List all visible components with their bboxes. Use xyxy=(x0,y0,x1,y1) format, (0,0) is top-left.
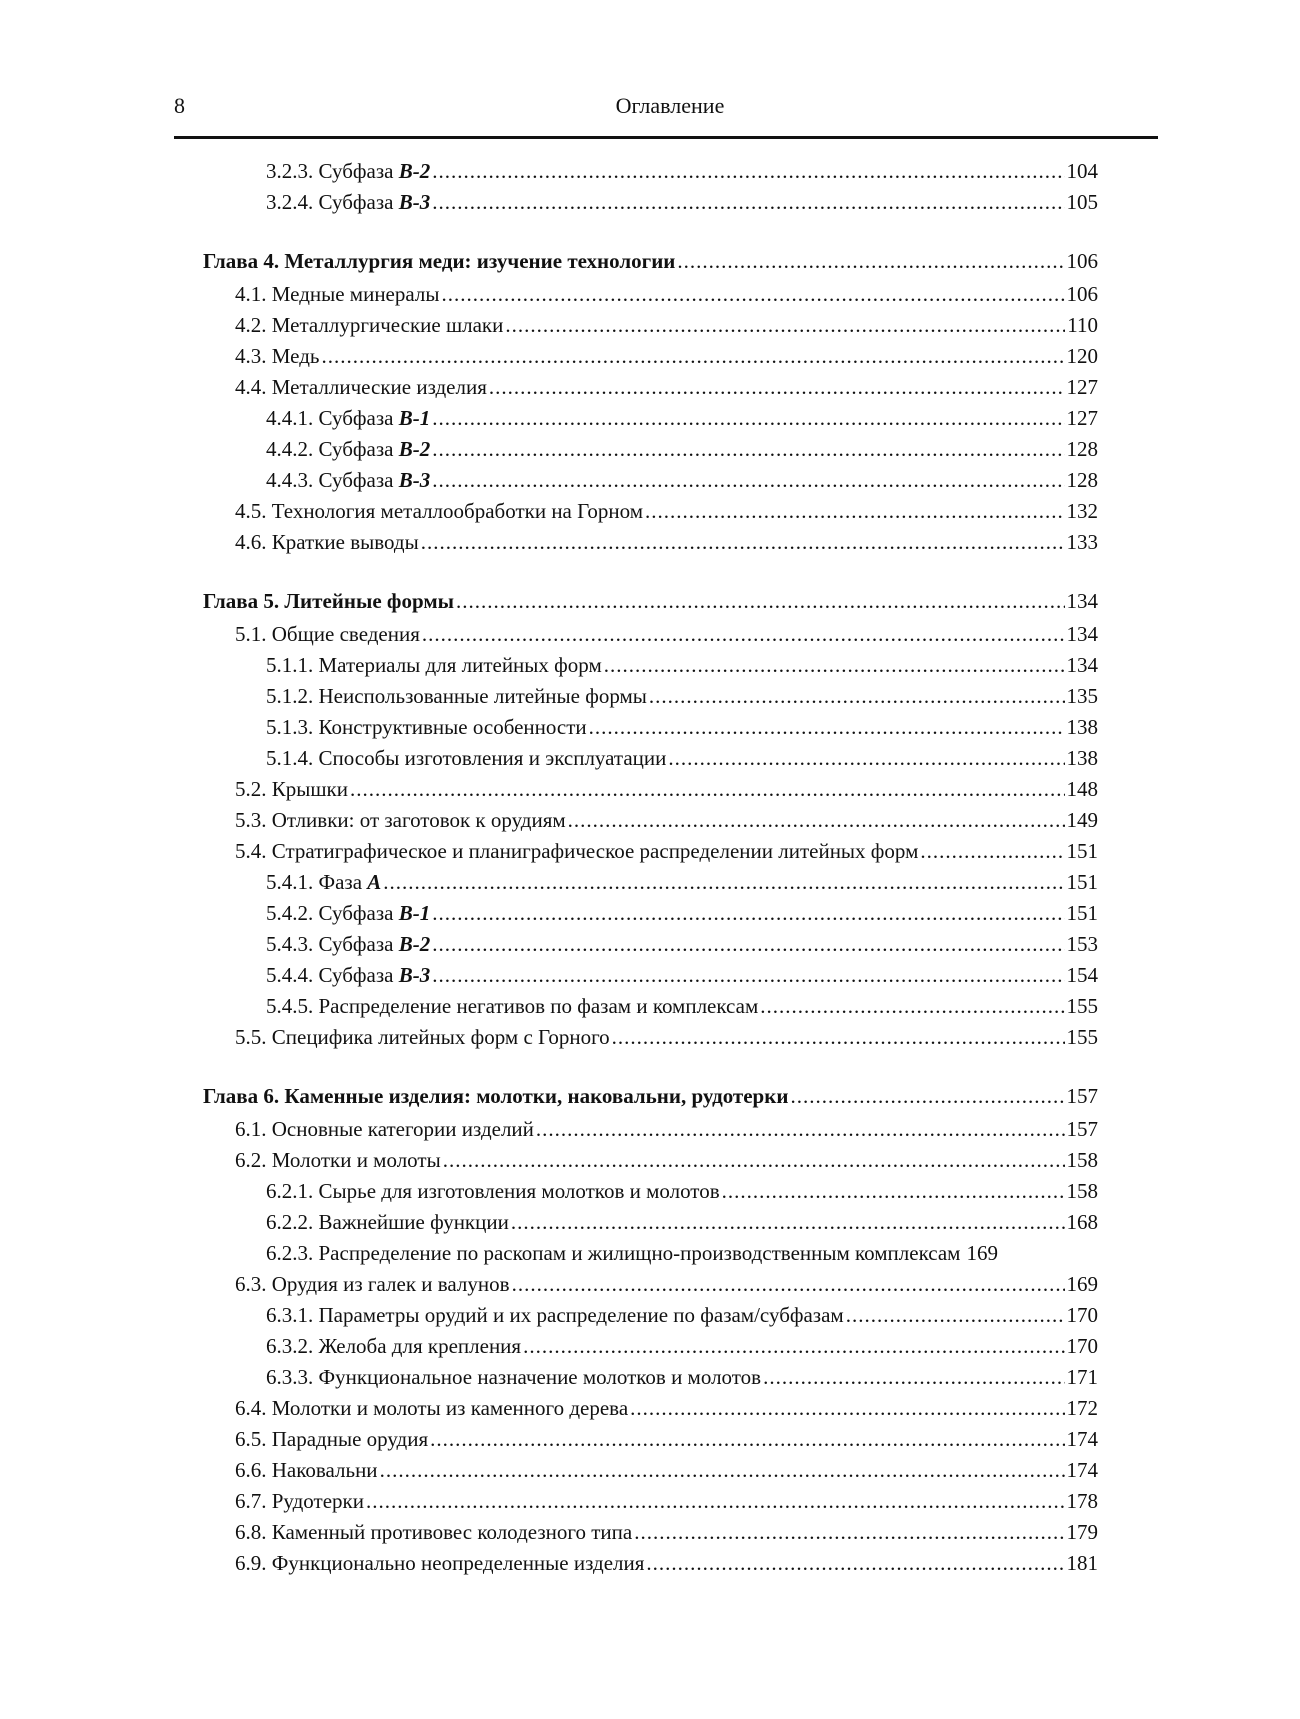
toc-leader-dots xyxy=(722,1176,1065,1207)
toc-leader-dots xyxy=(649,681,1065,712)
toc-leader-dots xyxy=(790,1079,1064,1114)
toc-entry-text: Специфика литейных форм с Горного xyxy=(271,1025,610,1049)
toc-entry-title xyxy=(235,1114,534,1145)
toc-entry-number: 5.2. xyxy=(235,777,267,801)
toc-page-number: 132 xyxy=(1066,499,1098,523)
toc-entry-number: 5.3. xyxy=(235,808,267,832)
toc-entry-title xyxy=(266,960,430,991)
toc-entry-phase-label: B-3 xyxy=(398,963,431,987)
toc-leader-dots xyxy=(430,1424,1064,1455)
toc-section-entry[interactable] xyxy=(0,1424,1300,1455)
toc-page-number: 158 xyxy=(1066,1179,1098,1203)
toc-entry-title xyxy=(235,1424,428,1455)
toc-page-number: 171 xyxy=(1066,1365,1098,1389)
toc-entry-number: Глава 5. xyxy=(203,589,280,613)
toc-leader-dots xyxy=(366,1486,1065,1517)
toc-page-number: 170 xyxy=(1066,1303,1098,1327)
toc-entry-number: 5.4. xyxy=(235,839,267,863)
toc-leader-dots xyxy=(645,496,1064,527)
toc-leader-dots xyxy=(505,310,1065,341)
toc-leader-dots xyxy=(634,1517,1064,1548)
toc-page-number: 178 xyxy=(1066,1489,1098,1513)
header-rule xyxy=(174,136,1158,139)
toc-page-number: 170 xyxy=(1066,1334,1098,1358)
toc-entry-phase-label: B-2 xyxy=(398,437,431,461)
toc-page-number: 104 xyxy=(1066,159,1098,183)
toc-leader-dots xyxy=(512,1269,1065,1300)
toc-entry-text: Орудия из галек и валунов xyxy=(271,1272,510,1296)
toc-entry-title xyxy=(235,836,918,867)
toc-subsection-entry[interactable] xyxy=(0,1207,1300,1238)
toc-entry-title xyxy=(266,1207,509,1238)
toc-entry-title xyxy=(266,156,430,187)
toc-entry-title xyxy=(235,619,420,650)
toc-leader-dots xyxy=(630,1393,1064,1424)
toc-entry-text: Молотки и молоты xyxy=(271,1148,441,1172)
toc-section-entry[interactable] xyxy=(0,1145,1300,1176)
toc-entry-title xyxy=(266,929,430,960)
toc-page-number: 158 xyxy=(1066,1148,1098,1172)
toc-entry-text: Сырье для изготовления молотков и молотов xyxy=(318,1179,720,1203)
toc-page-number: 179 xyxy=(1066,1520,1098,1544)
toc-section-entry[interactable] xyxy=(0,341,1300,372)
toc-entry-title xyxy=(235,1548,644,1579)
toc-entry-number: 4.2. xyxy=(235,313,267,337)
toc-subsection-entry[interactable] xyxy=(0,1362,1300,1393)
toc-entry-text: Медные минералы xyxy=(271,282,440,306)
toc-entry-text: Металлургические шлаки xyxy=(271,313,504,337)
toc-leader-dots xyxy=(443,1145,1065,1176)
toc-entry-title xyxy=(266,650,602,681)
toc-page-number: 169 xyxy=(966,1241,998,1265)
toc-entry-number: 6.3.1. xyxy=(266,1303,314,1327)
toc-section-entry[interactable] xyxy=(0,1517,1300,1548)
toc-section-entry[interactable] xyxy=(0,1455,1300,1486)
toc-entry-title xyxy=(235,1145,441,1176)
toc-entry-number: 6.2.1. xyxy=(266,1179,314,1203)
toc-page-number: 174 xyxy=(1066,1427,1098,1451)
toc-page-number: 138 xyxy=(1066,746,1098,770)
toc-entry-number: 5.4.4. xyxy=(266,963,314,987)
toc-entry-title xyxy=(235,1517,632,1548)
toc-entry-phase-label: A xyxy=(367,870,382,894)
toc-subsection-entry[interactable] xyxy=(0,156,1300,187)
toc-entry-number: 6.2.2. xyxy=(266,1210,314,1234)
toc-entry-number: 6.9. xyxy=(235,1551,267,1575)
toc-entry-title xyxy=(235,341,319,372)
toc-section-entry[interactable] xyxy=(0,805,1300,836)
toc-entry-title xyxy=(203,244,675,279)
toc-section-entry[interactable] xyxy=(0,774,1300,805)
toc-subsection-entry[interactable] xyxy=(0,1176,1300,1207)
toc-entry-text: Субфаза xyxy=(318,159,394,183)
toc-entry-title xyxy=(266,681,647,712)
toc-section-entry[interactable] xyxy=(0,1486,1300,1517)
toc-entry-title xyxy=(266,898,430,929)
toc-subsection-entry[interactable] xyxy=(0,960,1300,991)
toc-entry-number: 3.2.3. xyxy=(266,159,314,183)
toc-entry-title xyxy=(266,1362,761,1393)
toc-subsection-entry[interactable] xyxy=(0,1238,1300,1269)
toc-entry-title xyxy=(266,991,758,1022)
toc-page-number: 134 xyxy=(1066,589,1098,613)
toc-leader-dots xyxy=(668,743,1064,774)
toc-entry-number: 5.4.1. xyxy=(266,870,314,894)
toc-entry-title xyxy=(266,1238,960,1269)
toc-section-entry[interactable] xyxy=(0,619,1300,650)
toc-subsection-entry[interactable] xyxy=(0,743,1300,774)
toc-gap xyxy=(0,218,1300,244)
toc-page-number: 106 xyxy=(1066,249,1098,273)
toc-leader-dots xyxy=(763,1362,1064,1393)
toc-entry-number: 4.6. xyxy=(235,530,267,554)
toc-entry-number: 5.1.2. xyxy=(266,684,314,708)
toc-subsection-entry[interactable] xyxy=(0,1300,1300,1331)
toc-leader-dots xyxy=(441,279,1064,310)
toc-entry-number: 4.4.1. xyxy=(266,406,314,430)
toc-page-number: 151 xyxy=(1066,839,1098,863)
toc-entry-number: 6.1. xyxy=(235,1117,267,1141)
toc-entry-text: Рудотерки xyxy=(271,1489,364,1513)
toc-entry-text: Субфаза xyxy=(318,406,394,430)
toc-leader-dots xyxy=(760,991,1064,1022)
toc-entry-text: Каменные изделия: молотки, наковальни, рудотерки xyxy=(284,1084,789,1108)
toc-page-number: 151 xyxy=(1066,901,1098,925)
toc-page-number: 128 xyxy=(1066,468,1098,492)
toc-subsection-entry[interactable] xyxy=(0,898,1300,929)
toc-subsection-entry[interactable] xyxy=(0,681,1300,712)
toc-entry-text: Металлические изделия xyxy=(271,375,487,399)
toc-entry-text: Медь xyxy=(271,344,320,368)
toc-entry-number: 6.3. xyxy=(235,1272,267,1296)
toc-entry-number: 4.5. xyxy=(235,499,267,523)
toc-section-entry[interactable] xyxy=(0,1393,1300,1424)
toc-leader-dots xyxy=(489,372,1065,403)
toc-leader-dots xyxy=(612,1022,1065,1053)
toc-entry-text: Субфаза xyxy=(318,932,394,956)
toc-page-number: 133 xyxy=(1066,530,1098,554)
toc-page-number: 110 xyxy=(1067,313,1098,337)
toc-page-number: 181 xyxy=(1066,1551,1098,1575)
toc-page-number: 134 xyxy=(1066,653,1098,677)
toc-entry-title xyxy=(235,1455,378,1486)
toc-entry-title xyxy=(235,310,503,341)
toc-section-entry[interactable] xyxy=(0,1022,1300,1053)
toc-entry-number: 4.3. xyxy=(235,344,267,368)
toc-section-entry[interactable] xyxy=(0,310,1300,341)
toc-page-number: 105 xyxy=(1066,190,1098,214)
toc-entry-number: 6.4. xyxy=(235,1396,267,1420)
toc-leader-dots xyxy=(383,867,1064,898)
toc-page-number: 168 xyxy=(1066,1210,1098,1234)
toc-entry-number: Глава 6. xyxy=(203,1084,280,1108)
table-of-contents xyxy=(0,156,1300,1579)
toc-section-entry[interactable] xyxy=(0,836,1300,867)
toc-section-entry[interactable] xyxy=(0,372,1300,403)
toc-subsection-entry[interactable] xyxy=(0,867,1300,898)
toc-section-entry[interactable] xyxy=(0,1548,1300,1579)
toc-entry-title xyxy=(235,496,643,527)
toc-subsection-entry[interactable] xyxy=(0,991,1300,1022)
toc-entry-title xyxy=(266,1300,844,1331)
toc-page-number: 149 xyxy=(1066,808,1098,832)
toc-leader-dots xyxy=(523,1331,1064,1362)
toc-page-number: 128 xyxy=(1066,437,1098,461)
toc-entry-title xyxy=(266,1331,521,1362)
toc-page-number: 120 xyxy=(1066,344,1098,368)
toc-entry-text: Распределение негативов по фазам и комплексам xyxy=(318,994,759,1018)
toc-entry-number: 5.4.2. xyxy=(266,901,314,925)
toc-entry-text: Парадные орудия xyxy=(271,1427,429,1451)
toc-entry-title xyxy=(235,1393,628,1424)
toc-entry-title xyxy=(203,1079,788,1114)
toc-page-number: 153 xyxy=(1066,932,1098,956)
toc-page-number: 155 xyxy=(1066,994,1098,1018)
toc-page-number: 134 xyxy=(1066,622,1098,646)
toc-leader-dots xyxy=(846,1300,1065,1331)
toc-entry-text: Функциональное назначение молотков и молотов xyxy=(318,1365,762,1389)
toc-entry-number: 5.4.3. xyxy=(266,932,314,956)
toc-entry-text: Молотки и молоты из каменного дерева xyxy=(271,1396,629,1420)
toc-entry-number: 5.5. xyxy=(235,1025,267,1049)
toc-entry-text: Желоба для крепления xyxy=(318,1334,522,1358)
toc-chapter-entry[interactable] xyxy=(0,244,1300,279)
toc-entry-title xyxy=(266,403,430,434)
toc-entry-title xyxy=(266,712,587,743)
toc-entry-number: 4.4.2. xyxy=(266,437,314,461)
toc-entry-number: 5.1. xyxy=(235,622,267,646)
toc-entry-number: 6.6. xyxy=(235,1458,267,1482)
toc-leader-dots xyxy=(432,929,1064,960)
toc-entry-number: 5.1.1. xyxy=(266,653,314,677)
toc-entry-number: 6.2. xyxy=(235,1148,267,1172)
toc-entry-text: Краткие выводы xyxy=(271,530,419,554)
toc-entry-text: Неиспользованные литейные формы xyxy=(318,684,647,708)
toc-leader-dots xyxy=(432,434,1064,465)
toc-entry-title xyxy=(203,584,454,619)
toc-subsection-entry[interactable] xyxy=(0,187,1300,218)
toc-page-number: 106 xyxy=(1066,282,1098,306)
toc-entry-text: Субфаза xyxy=(318,468,394,492)
toc-entry-text: Наковальни xyxy=(271,1458,378,1482)
toc-entry-number: 6.8. xyxy=(235,1520,267,1544)
toc-entry-phase-label: B-1 xyxy=(398,901,431,925)
toc-subsection-entry[interactable] xyxy=(0,712,1300,743)
toc-page-number: 154 xyxy=(1066,963,1098,987)
toc-page-number: 174 xyxy=(1066,1458,1098,1482)
toc-subsection-entry[interactable] xyxy=(0,465,1300,496)
toc-section-entry[interactable] xyxy=(0,527,1300,558)
toc-entry-phase-label: B-1 xyxy=(398,406,431,430)
page-number: 8 xyxy=(174,93,185,118)
toc-leader-dots xyxy=(380,1455,1065,1486)
toc-leader-dots xyxy=(422,619,1065,650)
toc-page-number: 138 xyxy=(1066,715,1098,739)
toc-entry-title xyxy=(235,774,348,805)
toc-subsection-entry[interactable] xyxy=(0,929,1300,960)
toc-entry-text: Распределение по раскопам и жилищно-производственным комплексам xyxy=(318,1241,961,1265)
toc-entry-text: Способы изготовления и эксплуатации xyxy=(318,746,667,770)
toc-entry-phase-label: B-3 xyxy=(398,468,431,492)
toc-entry-text: Стратиграфическое и планиграфическое распределении литейных форм xyxy=(271,839,919,863)
toc-entry-title xyxy=(235,1486,364,1517)
toc-entry-text: Параметры орудий и их распределение по фазам/субфазам xyxy=(318,1303,844,1327)
toc-leader-dots xyxy=(646,1548,1064,1579)
toc-page-number: 148 xyxy=(1066,777,1098,801)
toc-section-entry[interactable] xyxy=(0,1269,1300,1300)
toc-leader-dots xyxy=(421,527,1065,558)
toc-leader-dots xyxy=(604,650,1065,681)
toc-entry-text: Основные категории изделий xyxy=(271,1117,534,1141)
toc-entry-text: Субфаза xyxy=(318,190,394,214)
toc-entry-text: Крышки xyxy=(271,777,348,801)
toc-entry-title xyxy=(266,743,666,774)
toc-entry-number: 5.4.5. xyxy=(266,994,314,1018)
toc-entry-title xyxy=(235,1022,610,1053)
toc-section-entry[interactable] xyxy=(0,496,1300,527)
toc-entry-title xyxy=(266,1176,720,1207)
toc-entry-title xyxy=(266,867,381,898)
toc-entry-number: 4.4.3. xyxy=(266,468,314,492)
toc-leader-dots xyxy=(568,805,1065,836)
toc-entry-text: Материалы для литейных форм xyxy=(318,653,602,677)
toc-entry-number: 6.2.3. xyxy=(266,1241,314,1265)
toc-entry-number: 6.7. xyxy=(235,1489,267,1513)
toc-page-number: 151 xyxy=(1066,870,1098,894)
toc-subsection-entry[interactable] xyxy=(0,650,1300,681)
toc-leader-dots xyxy=(432,187,1064,218)
toc-entry-text: Общие сведения xyxy=(271,622,420,646)
toc-entry-title xyxy=(235,279,439,310)
toc-entry-title xyxy=(266,465,430,496)
toc-entry-phase-label: B-2 xyxy=(398,932,431,956)
toc-entry-number: 3.2.4. xyxy=(266,190,314,214)
toc-entry-title xyxy=(266,434,430,465)
toc-entry-text: Важнейшие функции xyxy=(318,1210,509,1234)
toc-page-number: 157 xyxy=(1066,1117,1098,1141)
toc-entry-text: Субфаза xyxy=(318,963,394,987)
toc-entry-text: Субфаза xyxy=(318,901,394,925)
toc-entry-number: 6.3.2. xyxy=(266,1334,314,1358)
toc-subsection-entry[interactable] xyxy=(0,403,1300,434)
toc-leader-dots xyxy=(677,244,1064,279)
toc-entry-number: 4.1. xyxy=(235,282,267,306)
toc-chapter-entry[interactable] xyxy=(0,584,1300,619)
toc-entry-number: 4.4. xyxy=(235,375,267,399)
toc-entry-title xyxy=(266,187,430,218)
toc-leader-dots xyxy=(536,1114,1065,1145)
toc-entry-title xyxy=(235,805,566,836)
running-title: Оглавление xyxy=(615,93,725,118)
toc-subsection-entry[interactable] xyxy=(0,1331,1300,1362)
toc-leader-dots xyxy=(432,960,1064,991)
toc-entry-text: Каменный противовес колодезного типа xyxy=(271,1520,633,1544)
toc-entry-text: Конструктивные особенности xyxy=(318,715,587,739)
toc-entry-title xyxy=(235,372,487,403)
toc-leader-dots xyxy=(432,465,1064,496)
toc-entry-phase-label: B-2 xyxy=(398,159,431,183)
toc-entry-text: Металлургия меди: изучение технологии xyxy=(284,249,676,273)
toc-entry-text: Субфаза xyxy=(318,437,394,461)
toc-leader-dots xyxy=(456,584,1064,619)
toc-page-number: 157 xyxy=(1066,1084,1098,1108)
toc-entry-phase-label: B-3 xyxy=(398,190,431,214)
toc-entry-text: Функционально неопределенные изделия xyxy=(271,1551,645,1575)
toc-entry-title xyxy=(235,1269,510,1300)
toc-entry-text: Фаза xyxy=(318,870,363,894)
toc-section-entry[interactable] xyxy=(0,279,1300,310)
toc-leader-dots xyxy=(432,403,1064,434)
toc-entry-text: Отливки: от заготовок к орудиям xyxy=(271,808,566,832)
toc-entry-text: Технология металлообработки на Горном xyxy=(271,499,644,523)
toc-leader-dots xyxy=(432,156,1064,187)
toc-entry-number: 6.5. xyxy=(235,1427,267,1451)
toc-section-entry[interactable] xyxy=(0,1114,1300,1145)
toc-leader-dots xyxy=(350,774,1065,805)
toc-leader-dots xyxy=(432,898,1064,929)
toc-page-number: 135 xyxy=(1066,684,1098,708)
toc-leader-dots xyxy=(920,836,1064,867)
toc-entry-text: Литейные формы xyxy=(284,589,455,613)
toc-entry-number: Глава 4. xyxy=(203,249,280,273)
toc-page-number: 172 xyxy=(1066,1396,1098,1420)
toc-subsection-entry[interactable] xyxy=(0,434,1300,465)
toc-page-number: 169 xyxy=(1066,1272,1098,1296)
toc-chapter-entry[interactable] xyxy=(0,1079,1300,1114)
toc-page-number: 155 xyxy=(1066,1025,1098,1049)
toc-leader-dots xyxy=(589,712,1065,743)
toc-entry-number: 5.1.4. xyxy=(266,746,314,770)
toc-entry-title xyxy=(235,527,419,558)
toc-page-number: 127 xyxy=(1066,406,1098,430)
toc-entry-number: 6.3.3. xyxy=(266,1365,314,1389)
toc-leader-dots xyxy=(321,341,1064,372)
toc-entry-number: 5.1.3. xyxy=(266,715,314,739)
toc-page-number: 127 xyxy=(1066,375,1098,399)
toc-gap xyxy=(0,1053,1300,1079)
toc-gap xyxy=(0,558,1300,584)
toc-leader-dots xyxy=(511,1207,1065,1238)
